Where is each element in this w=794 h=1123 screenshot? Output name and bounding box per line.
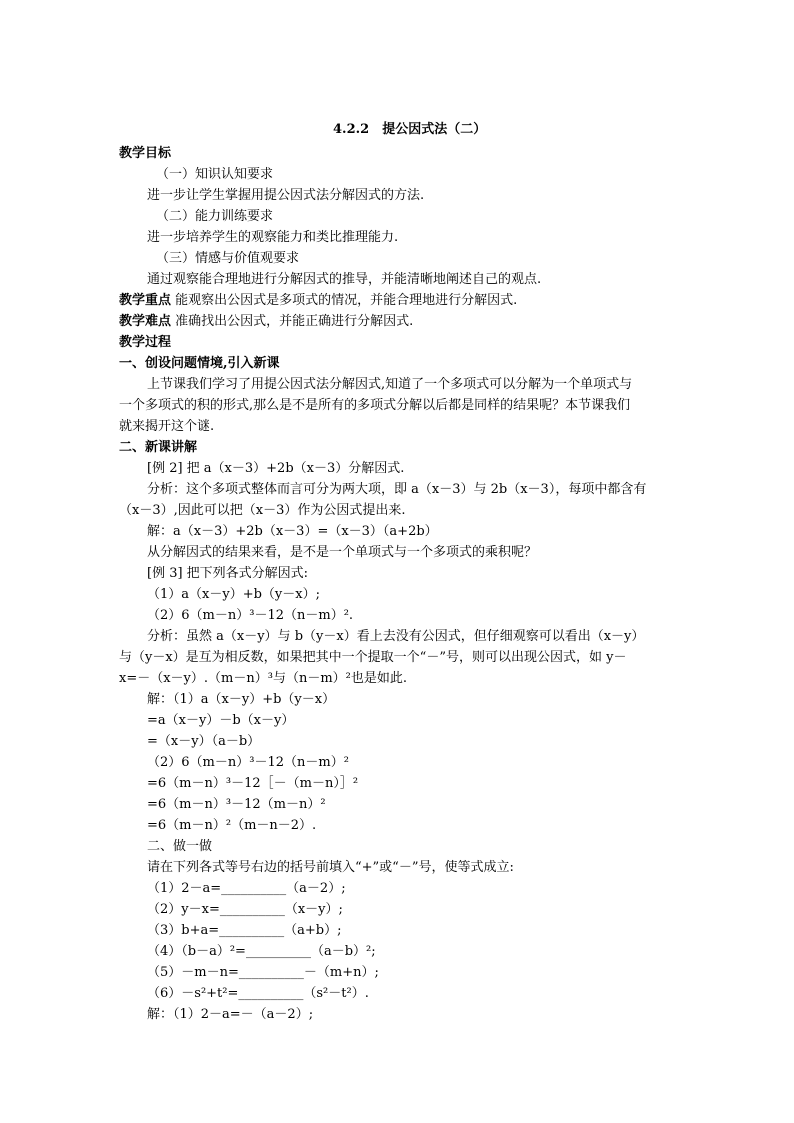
example3-solution-5: =6（m－n）³－12［－（m－n）］² [147,776,359,791]
example3-analysis-3: x=－（x－y）.（m－n）³与（n－m）²也是如此. [119,671,407,686]
practice-item-1: （1）2－a=__________（a－2）; [147,881,346,896]
goals-paragraph-1: 进一步让学生掌握用提公因式法分解因式的方法. [147,188,425,203]
practice-item-6: （6）－s²+t²=__________（s²－t²）. [147,986,369,1001]
example3-solution-3: =（x－y）（a－b） [147,734,261,749]
key-point-label: 教学重点 [119,293,172,308]
practice-item-5: （5）－m－n=__________－（m+n）; [147,965,379,980]
practice-answer: 解：（1）2－a=－（a－2）; [147,1007,314,1022]
example2-question: 从分解因式的结果来看，是不是一个单项式与一个多项式的乘积呢？ [147,545,538,560]
example2-solution: 解：a（x－3）+2b（x－3）=（x－3）（a+2b） [147,524,438,539]
practice-item-2: （2）y－x=__________（x－y）; [147,902,343,917]
goals-subheading-3: （三）情感与价值观要求 [156,251,300,266]
example3-item-1: （1）a（x－y）+b（y－x）; [147,587,320,602]
section1-line-1: 上节课我们学习了用提公因式法分解因式,知道了一个多项式可以分解为一个单项式与 [147,377,633,392]
section2-heading: 二、新课讲解 [119,440,198,455]
example3-solution-7: =6（m－n）²（m－n－2）. [147,818,317,833]
section1-line-3: 就来揭开这个谜. [119,419,215,434]
example3-item-2: （2）6（m－n）³－12（n－m）². [147,608,354,623]
goals-subheading-1: （一）知识认知要求 [156,167,274,182]
goals-paragraph-2: 进一步培养学生的观察能力和类比推理能力. [147,230,399,245]
practice-item-3: （3）b+a=__________（a+b）; [147,923,342,938]
example2-analysis-2: （x－3）,因此可以把（x－3）作为公因式提出来. [119,503,406,518]
example3-solution-2: =a（x－y）－b（x－y） [147,713,295,728]
section1-heading: 一、创设问题情境,引入新课 [119,356,280,371]
example3-solution-4: （2）6（m－n）³－12（n－m）² [147,755,349,770]
key-point-text: 能观察出公因式是多项式的情况，并能合理地进行分解因式. [175,293,518,308]
example3-solution-1: 解：（1）a（x－y）+b（y－x） [147,692,336,707]
document-title: 4.2.2 提公因式法（二） [333,122,487,137]
key-point-line [119,293,517,309]
section1-line-2: 一个多项式的积的形式,那么是不是所有的多项式分解以后都是同样的结果呢？本节课我们 [119,398,631,413]
difficulty-line [119,314,413,330]
example2-statement: [例 2] 把 a（x－3）+2b（x－3）分解因式. [147,461,405,476]
example3-solution-6: =6（m－n）³－12（m－n）² [147,797,326,812]
difficulty-text: 准确找出公因式，并能正确进行分解因式. [175,314,414,329]
example3-statement: [例 3] 把下列各式分解因式: [147,566,309,581]
example3-analysis-1: 分析：虽然 a（x－y）与 b（y－x）看上去没有公因式，但仔细观察可以看出（x－y） [147,629,645,644]
goals-subheading-2: （二）能力训练要求 [156,209,274,224]
process-heading: 教学过程 [119,335,172,350]
practice-intro: 请在下列各式等号右边的括号前填入“+”或“－”号，使等式成立: [147,860,514,875]
example2-analysis-1: 分析：这个多项式整体而言可分为两大项，即 a（x－3）与 2b（x－3），每项中都含有 [147,482,647,497]
example3-analysis-2: 与（y－x）是互为相反数，如果把其中一个提取一个“－”号，则可以出现公因式，如 y－ [119,650,627,665]
goals-heading: 教学目标 [119,146,172,161]
practice-item-4: （4）（b－a）²=__________（a－b）²; [147,944,376,959]
difficulty-label: 教学难点 [119,314,172,329]
practice-heading: 二、做一做 [147,839,213,854]
goals-paragraph-3: 通过观察能合理地进行分解因式的推导，并能清晰地阐述自己的观点. [147,272,542,287]
